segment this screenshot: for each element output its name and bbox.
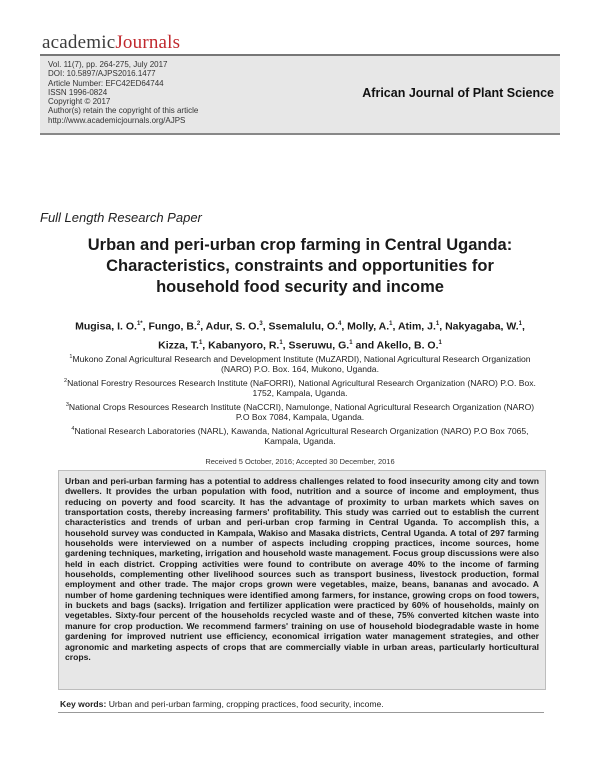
- paper-type: Full Length Research Paper: [40, 210, 202, 225]
- keywords-label: Key words:: [60, 699, 107, 709]
- article-metadata: [48, 60, 198, 125]
- affiliation: [60, 424, 540, 447]
- affiliation-number: 3: [65, 401, 69, 408]
- article-info-box: [40, 56, 560, 135]
- author-affiliation-mark: 4: [337, 321, 342, 327]
- paper-title: [40, 235, 560, 298]
- meta-copyright: Copyright © 2017: [48, 97, 111, 107]
- meta-issn: ISSN 1996-0824: [48, 87, 108, 97]
- author-name: Mugisa, I. O.: [75, 320, 137, 333]
- author-name: Sseruwu, G.: [288, 339, 350, 351]
- author-name: Ssemalulu, O.: [268, 320, 338, 333]
- author-line: Kizza, T.$^1$, Kabanyoro, R.$^1$, Sseruwu, G.$^1$ and Akello, B. O.$^1$: [158, 339, 442, 351]
- author-affiliation-mark: 3: [259, 321, 263, 327]
- title-line: household food security and income: [156, 278, 444, 296]
- author-and: and: [355, 339, 375, 351]
- keywords: [60, 699, 550, 709]
- meta-volume: Vol. 11(7), pp. 264-275, July 2017: [48, 60, 168, 69]
- journal-name: African Journal of Plant Science: [362, 86, 554, 100]
- affiliation: [60, 376, 540, 399]
- affiliations: [60, 352, 540, 447]
- author-name: Kabanyoro, R.: [208, 339, 280, 351]
- author-affiliation-mark: 1: [389, 321, 393, 327]
- author-name: Kizza, T.: [158, 339, 199, 351]
- author-name: Adur, S. O.: [205, 320, 260, 333]
- author-affiliation-mark: 1: [279, 339, 283, 346]
- publisher-logo-part1: academic: [42, 32, 116, 53]
- meta-doi: DOI: 10.5897/AJPS2016.1477: [48, 69, 156, 79]
- title-line: Urban and peri-urban crop farming in Central Uganda:: [87, 236, 513, 254]
- affiliation-text: National Crops Resources Research Institute (NaCCRI), Namulonge, National Agricultural Research Organization (NARO) P.O Box 7084, Kampala, Uganda.: [68, 401, 535, 423]
- author-affiliation-mark: 1: [438, 339, 442, 346]
- keywords-text: Urban and peri-urban farming, cropping practices, food security, income.: [108, 699, 384, 709]
- author-affiliation-mark: 1*: [136, 321, 143, 327]
- affiliation-number: 4: [71, 425, 75, 432]
- section-divider: [58, 712, 544, 713]
- author-affiliation-mark: 1: [435, 321, 440, 327]
- meta-url[interactable]: http://www.academicjournals.org/AJPS: [48, 115, 186, 125]
- title-line: Characteristics, constraints and opportunities for: [106, 257, 494, 275]
- publisher-logo: [42, 32, 180, 54]
- author-list: [40, 316, 560, 353]
- meta-article-number: Article Number: EFC42ED64744: [48, 78, 164, 88]
- meta-rights: Author(s) retain the copyright of this article: [48, 106, 199, 116]
- author-affiliation-mark: 1: [518, 321, 522, 327]
- publisher-logo-part2: Journals: [115, 32, 181, 53]
- affiliation: [60, 400, 540, 423]
- author-line: Mugisa, I. O.$^{1*}$, Fungo, B.$^2$, Adur, S. O.$^3$, Ssemalulu, O.$^4$, Molly, A.$^1$, Atim, J.$^1$, Nakyagaba, W.$^1$,: [75, 320, 525, 333]
- affiliation-text: National Forestry Resources Research Institute (NaFORRI), National Agricultural Research Organization (NARO) P.O. Box. 1752, Kampala, Uganda.: [67, 377, 536, 399]
- author-name: Fungo, B.: [148, 320, 197, 333]
- author-name: Nakyagaba, W.: [445, 320, 519, 333]
- received-dates: Received 5 October, 2016; Accepted 30 December, 2016: [205, 457, 395, 466]
- affiliation-text: National Research Laboratories (NARL), Kawanda, National Agricultural Research Organization (NARO) P.O Box 7065, Kampala, Uganda.: [74, 425, 529, 446]
- affiliation-number: 1: [69, 354, 73, 360]
- affiliation: [60, 352, 540, 375]
- affiliation-number: 2: [64, 377, 68, 384]
- author-name: Akello, B. O.: [376, 339, 439, 351]
- abstract-box: [58, 470, 546, 690]
- author-name: Atim, J.: [397, 320, 436, 333]
- affiliation-text: Mukono Zonal Agricultural Research and Development Institute (MuZARDI), National Agricultural Research Organization (NARO) P.O. Box. 164, Mukono, Uganda.: [72, 353, 531, 375]
- author-affiliation-mark: 2: [196, 321, 201, 327]
- author-affiliation-mark: 1: [349, 339, 353, 346]
- abstract-text: Urban and peri-urban farming has a potential to address challenges related to food insecurity among city and town dwellers. It provides the urban population with food, nutrition and a source of income and employment, thus reducing on poverty and food scarcity. It has the advantage of proximity to urban markets which saves on transportation costs, thereby increasing farmers' profitability. This study was carried out to establish the current characteristics and trends of urban and peri-urban crop farming in Central Uganda. To accomplish this, a household survey was conducted in Kampala, Wakiso and Masaka districts, Central Uganda. A total of 297 farming households were interviewed on a number of aspects including cropping practices, income sources, home gardening techniques, marketing, irrigation and household waste management. Focus group discussions were also held in each district. Cropping activities were found to contribute on average 40% to the income of farming households, complementing other livelihood sources such as transport business, livestock production, formal employment and other trade. The major crops grown were vegetables, maize, beans, bananas and avocado. A number of home gardening techniques were identified among farmers, for instance, growing crops on food towers, in buckets and bags (sacks). Irrigation and fertilizer application were practiced by 60% of households, mainly on vegetables. Sixty-four percent of the households recycled waste and of these, 75% converted kitchen waste into manure for crop production. We recommend farmers' training on use of household biodegradable waste in home gardening for improved nutrient use efficiency, economical irrigation water management strategies, and other agronomic and marketing aspects of crops that are commercially viable in urban areas, particularly horticultural crops.: [65, 476, 539, 662]
- author-affiliation-mark: 1: [198, 339, 203, 346]
- author-name: Molly, A.: [347, 320, 390, 333]
